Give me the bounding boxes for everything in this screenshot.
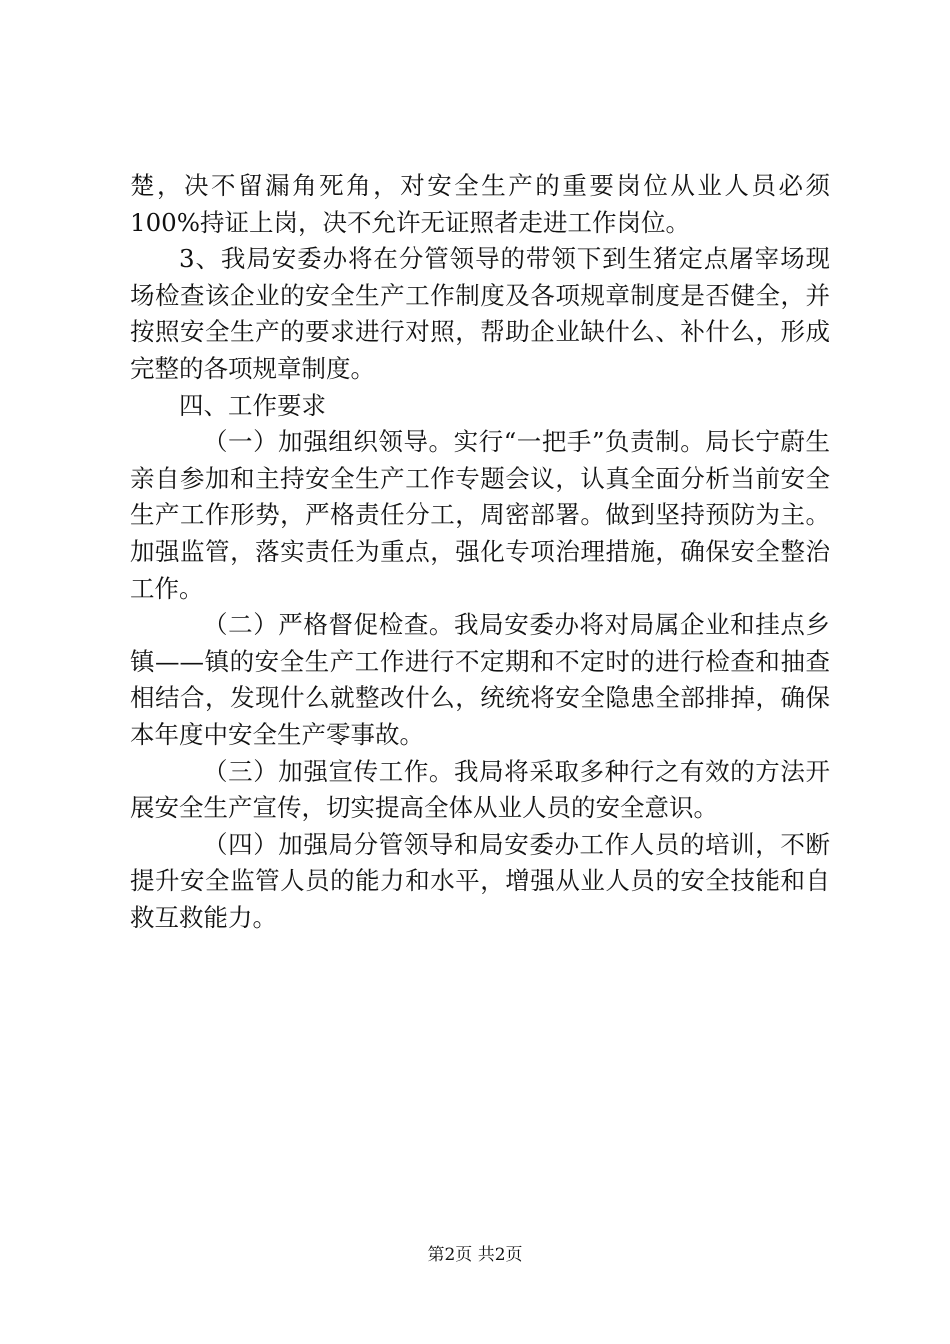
paragraph-requirement-3: （三）加强宣传工作。我局将采取多种行之有效的方法开展安全生产宣传，切实提高全体从业人员的安全意识。 [130,756,830,823]
document-body [130,168,830,936]
paragraph-continuation: 楚，决不留漏角死角，对安全生产的重要岗位从业人员必须100%持证上岗，决不允许无证照者走进工作岗位。 [130,171,830,237]
paragraph-requirement-1: （一）加强组织领导。实行“一把手”负责制。局长宁蔚生亲自参加和主持安全生产工作专题会议，认真全面分析当前安全生产工作形势，严格责任分工，周密部署。做到坚持预防为主。加强监管，落实责任为重点，强化专项治理措施，确保安全整治工作。 [130,427,830,603]
paragraph-item-3: 3、我局安委办将在分管领导的带领下到生猪定点屠宰场现场检查该企业的安全生产工作制度及各项规章制度是否健全，并按照安全生产的要求进行对照，帮助企业缺什么、补什么，形成完整的各项规章制度。 [130,244,830,383]
section-heading-work-requirements: 四、工作要求 [179,390,326,420]
paragraph-requirement-2: （二）严格督促检查。我局安委办将对局属企业和挂点乡镇——镇的安全生产工作进行不定期和不定时的进行检查和抽查相结合，发现什么就整改什么，统统将安全隐患全部排掉，确保本年度中安全生产零事故。 [130,610,830,749]
paragraph-requirement-4: （四）加强局分管领导和局安委办工作人员的培训，不断提升安全监管人员的能力和水平，增强从业人员的安全技能和自救互救能力。 [130,829,830,932]
page-footer: 第2页 共2页 [427,1245,523,1265]
